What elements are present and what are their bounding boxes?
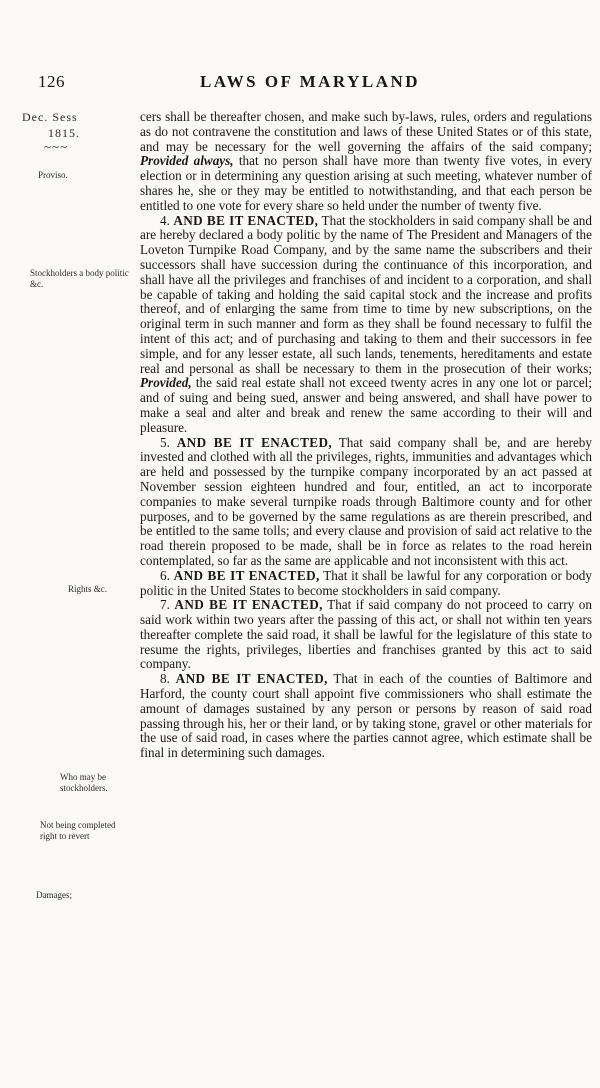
section-6 <box>140 569 592 599</box>
enacting-clause: AND BE IT ENACTED, <box>175 671 328 687</box>
section-number: 6. <box>160 567 170 583</box>
section-number: 8. <box>160 671 170 687</box>
running-head: LAWS OF MARYLAND <box>199 72 421 91</box>
section-text: That it shall be lawful for any corporation or body politic in the United States to become stockholders in said company. <box>140 567 592 598</box>
section-text: That the stockholders in said company shall be and are hereby declared a body politic by the name of The President and Managers of the Loveton Turnpike Road Company, and by the same name the subscribers and their successors shall have succession during the continuance of this incorporation, and shall have all the privileges and franchises of and incident to a corporation, and shall be capable of taking and holding the said capital stock and the increase and profits thereof, and of enlarging the same from time to time by new subscriptions, on the original term in such manner and form as they shall be found necessary to fulfil the intent of this act; and of purchasing and taking to them and their successors in fee simple, and for any lesser estate, all such lands, tenements, hereditaments and estate real and personal as shall be necessary to them in the prosecution of their works; <box>140 212 592 376</box>
section-number: 4. <box>160 212 170 228</box>
section-number: 7. <box>160 597 170 613</box>
ornament-flourish: ~~~ <box>44 139 69 154</box>
margin-note-damages: Damages; <box>36 890 72 900</box>
proviso-phrase: Provided, <box>140 375 192 391</box>
margin-note-who-may-be-stockholders: Who may be stockholders. <box>60 772 108 793</box>
body-text <box>140 110 592 761</box>
section-7 <box>140 598 592 672</box>
section-text: That in each of the counties of Baltimore and Harford, the county court shall appoint five commissioners who shall estimate the amount of damages sustained by any person or persons by reason of said road passing through his, her or their land, or by taking stone, gravel or other materials for the use of said road, in cases where the parties cannot agree, which estimate shall be final in determining such damages. <box>140 671 592 761</box>
paragraph-text: that no person shall have more than twenty five votes, in every election or in determining any question arising at such meeting, whatever number of shares he, she or they may be entitled to notwithstanding, and that each person be entitled to one vote for every share so held under the number of twenty five. <box>140 153 592 213</box>
margin-note-rights: Rights &c. <box>68 584 108 594</box>
section-text: the said real estate shall not exceed twenty acres in any one lot or parcel; and of suing and being sued, answer and being answered, and shall have power to make a seal and alter and break and renew the same according to their will and pleasure. <box>140 375 592 435</box>
paragraph-text: cers shall be thereafter chosen, and make such by-laws, rules, orders and regulations as do not contravene the constitution and laws of these United States or of this state, and may be necessary for the well governing the affairs of the said company; <box>140 109 592 154</box>
margin-note-right-to-revert: Not being completed right to revert <box>40 820 116 841</box>
margin-note-stockholders: Stockholders a body politic &c. <box>30 268 129 289</box>
enacting-clause: AND BE IT ENACTED, <box>176 434 333 450</box>
session-label-line2: 1815. <box>48 126 80 140</box>
margin-note-proviso: Proviso. <box>38 170 68 180</box>
page-header <box>30 72 590 96</box>
section-text: That if said company do not proceed to carry on said work within two years after the passing of this act, or shall not within ten years thereafter complete the said road, it shall be lawful for the legislature of this state to resume the rights, privileges, liberties and franchises granted by this act to said company. <box>140 597 592 672</box>
page-number: 126 <box>38 72 65 91</box>
proviso-phrase: Provided always, <box>140 153 234 169</box>
enacting-clause: AND BE IT ENACTED, <box>173 212 319 228</box>
enacting-clause: AND BE IT ENACTED, <box>173 567 320 583</box>
paragraph-continuation <box>140 110 592 214</box>
section-4 <box>140 214 592 436</box>
section-text: That said company shall be, and are hereby invested and clothed with all the privileges, rights, immunities and advantages which are held and possessed by the turnpike company incorporated by an act passed at November session eighteen hundred and four, entitled, an act to incorporate companies to make several turnpike roads through Baltimore county and for other purposes, and to be governed by the same regulations as are therein prescribed, and be entitled to the same tolls; and every clause and provision of said act relative to the road therein proposed to be made, shall be in force as relates to the road herein contemplated, so far as the same are applicable and not inconsistent with this act. <box>140 434 592 568</box>
section-number: 5. <box>160 434 170 450</box>
section-5 <box>140 436 592 569</box>
session-label-line1: Dec. Sess <box>22 110 78 124</box>
enacting-clause: AND BE IT ENACTED, <box>174 597 323 613</box>
section-8 <box>140 672 592 761</box>
